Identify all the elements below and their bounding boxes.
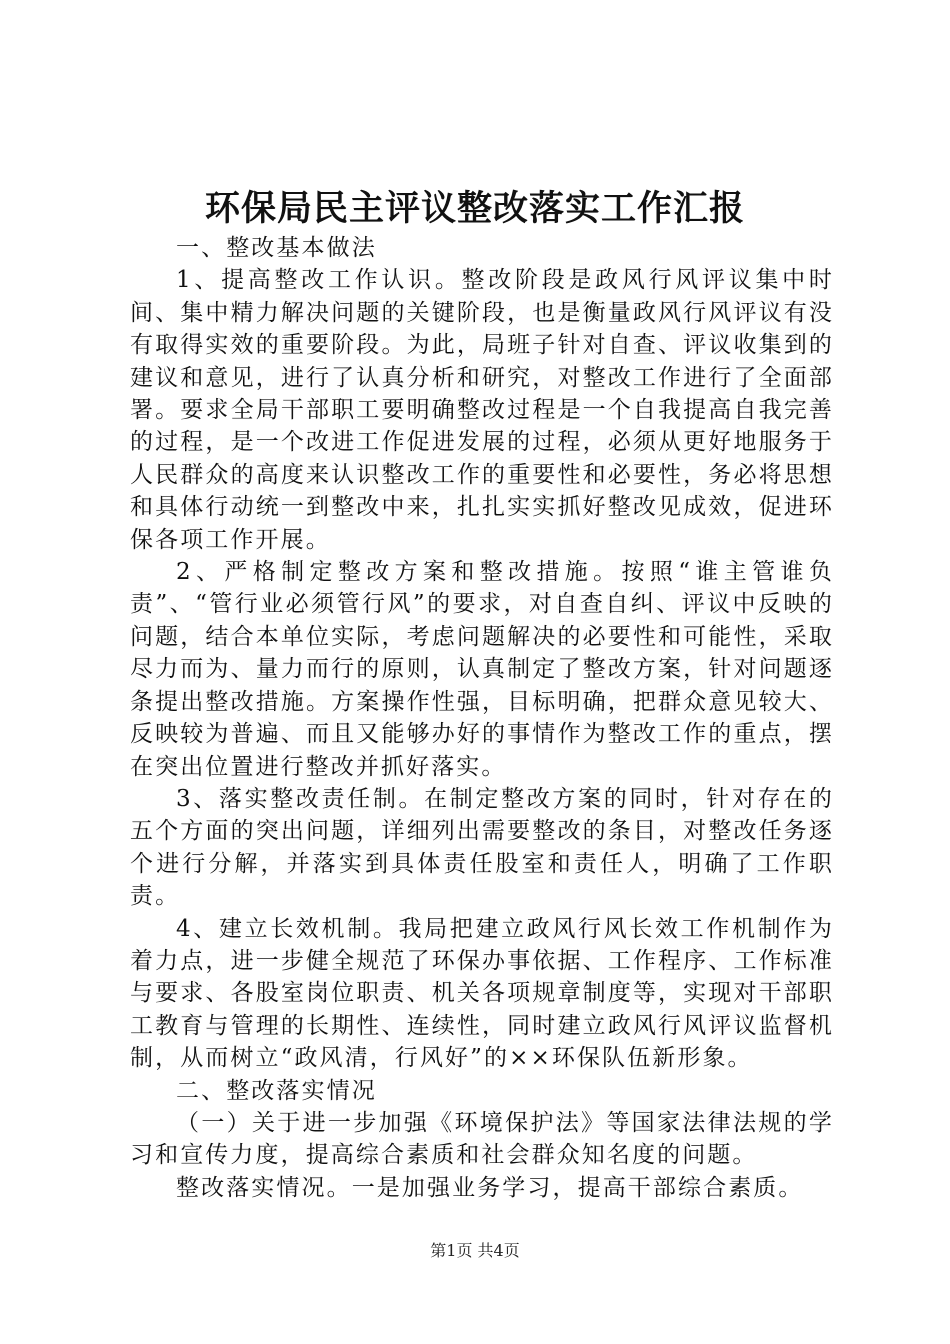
- paragraph-3: 3、落实整改责任制。在制定整改方案的同时，针对存在的五个方面的突出问题，详细列出需要整改的条目，对整改任务逐个进行分解，并落实到具体责任股室和责任人，明确了工作职责。: [130, 785, 834, 910]
- document-body: [130, 232, 834, 1204]
- section-heading-1: 一、整改基本做法: [176, 235, 377, 261]
- paragraph-2: 2、严格制定整改方案和整改措施。按照“谁主管谁负责”、“管行业必须管行风”的要求，对自查自纠、评议中反映的问题，结合本单位实际，考虑问题解决的必要性和可能性，采取尽力而为、量力而行的原则，认真制定了整改方案，针对问题逐条提出整改措施。方案操作性强，目标明确，把群众意见较大、反映较为普遍、而且又能够办好的事情作为整改工作的重点，摆在突出位置进行整改并抓好落实。: [130, 559, 834, 780]
- subsection-heading-1: （一）关于进一步加强《环境保护法》等国家法律法规的学习和宣传力度，提高综合素质和社会群众知名度的问题。: [130, 1109, 834, 1169]
- section-heading-2: 二、整改落实情况: [176, 1077, 377, 1104]
- page-number-footer: 第1页 共4页: [430, 1241, 520, 1260]
- paragraph-4: 4、建立长效机制。我局把建立政风行风长效工作机制作为着力点，进一步健全规范了环保办事依据、工作程序、工作标准与要求、各股室岗位职责、机关各项规章制度等，实现对干部职工教育与管理的长期性、连续性，同时建立政风行风评议监督机制，从而树立“政风清，行风好”的××环保队伍新形象。: [130, 915, 834, 1072]
- paragraph-1: 1、提高整改工作认识。整改阶段是政风行风评议集中时间、集中精力解决问题的关键阶段，也是衡量政风行风评议有没有取得实效的重要阶段。为此，局班子针对自查、评议收集到的建议和意见，进行了认真分析和研究，对整改工作进行了全面部署。要求全局干部职工要明确整改过程是一个自我提高自我完善的过程，是一个改进工作促进发展的过程，必须从更好地服务于人民群众的高度来认识整改工作的重要性和必要性，务必将思想和具体行动统一到整改中来，扎扎实实抓好整改见成效，促进环保各项工作开展。: [130, 267, 834, 553]
- paragraph-5: 整改落实情况。一是加强业务学习，提高干部综合素质。: [176, 1174, 804, 1201]
- document-title: 环保局民主评议整改落实工作汇报: [204, 188, 745, 229]
